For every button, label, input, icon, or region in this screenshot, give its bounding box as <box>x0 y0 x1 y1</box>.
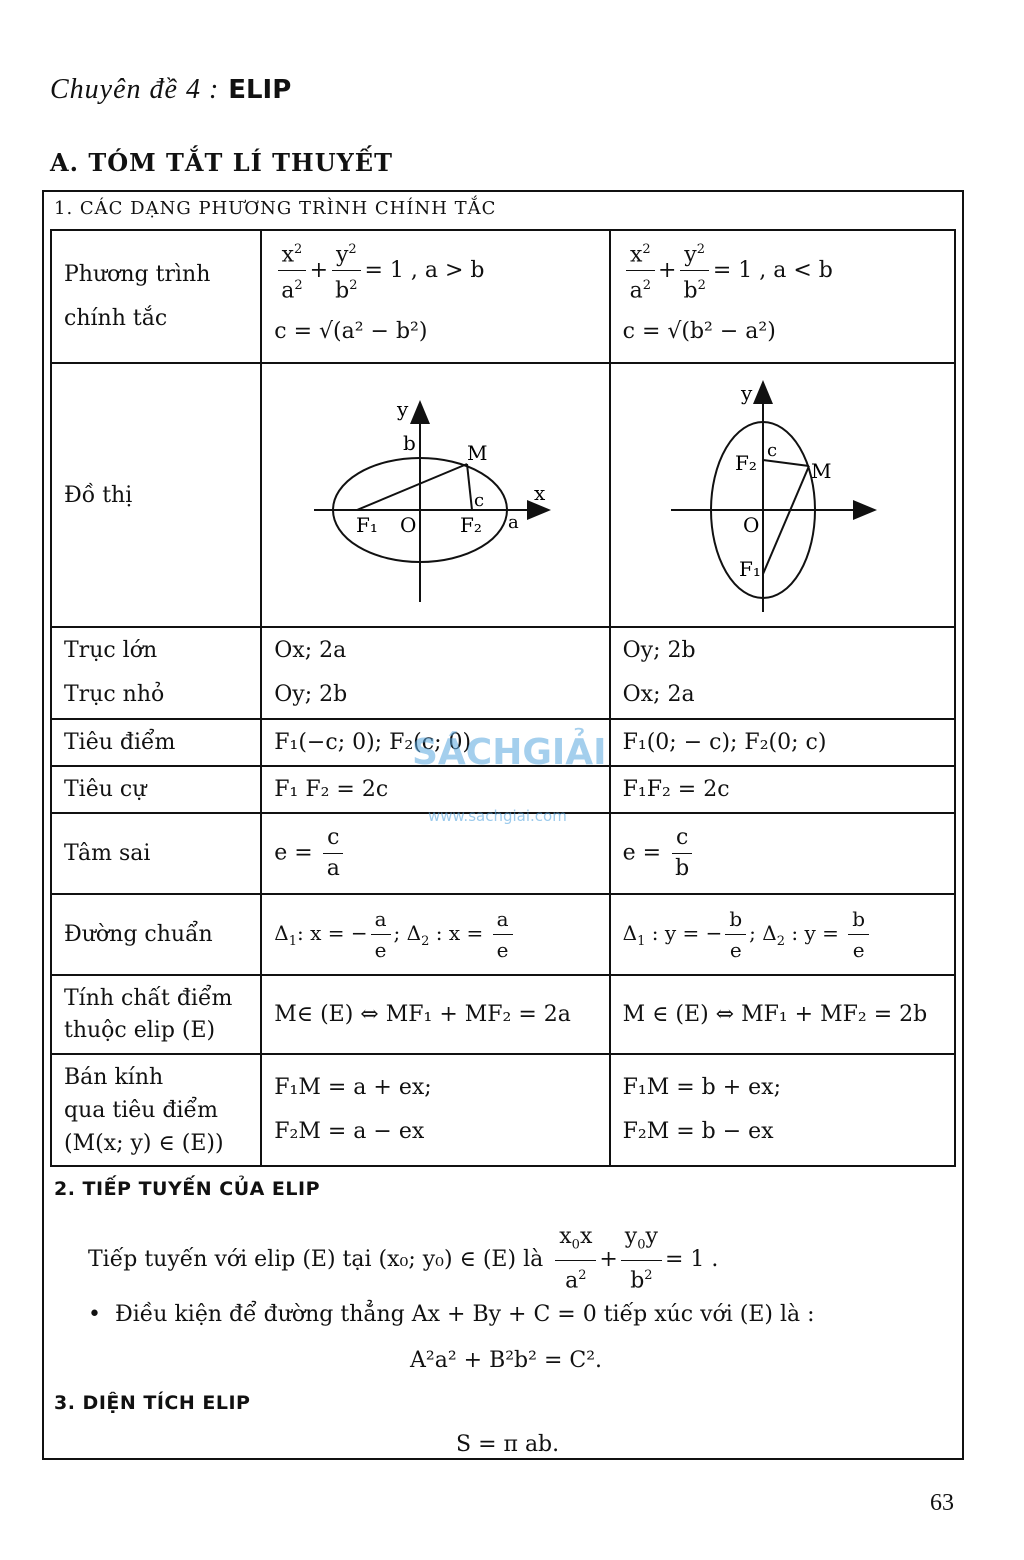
svg-text:M: M <box>810 459 832 483</box>
tangent-condition-formula: A²a² + B²b² = C². <box>410 1348 603 1373</box>
equation-left: $\frac{x^2}{a^2}$ + $\frac{y^2}{b^2}$ = 1 , a > b c = √(a² − b²) <box>261 230 609 363</box>
svg-text:M: M <box>467 441 488 465</box>
subsection-3-heading: 3. DIỆN TÍCH ELIP <box>54 1392 251 1414</box>
row-label: Đường chuẩn <box>51 894 261 975</box>
row-label: Tiêu điểm <box>51 719 261 766</box>
svg-text:O: O <box>400 513 417 537</box>
tangent-condition-bullet: • Điều kiện để đường thẳng Ax + By + C = 0 tiếp xúc với (E) là : <box>88 1302 815 1327</box>
tangent-line-formula: Tiếp tuyến với elip (E) tại (x₀; y₀) ∈ (E) là $\frac{x_0x}{a^2}$ + $\frac{y_0y}{b^2}$ = 1 . <box>88 1224 719 1294</box>
row-label: Phương trình chính tắc <box>51 230 261 363</box>
table-row: Tâm sai e = $\frac{c}{a}$ e = $\frac{c}{b}$ <box>51 813 955 894</box>
row-label: Đồ thị <box>51 363 261 627</box>
row-label: Tiêu cự <box>51 766 261 813</box>
graph-left <box>261 363 609 627</box>
watermark-logo: SÁCHGIẢI <box>412 732 607 773</box>
table-row: Trục lớn Trục nhỏ Ox; 2a Oy; 2b Oy; 2b Ox; 2a <box>51 627 955 719</box>
svg-text:F₂: F₂ <box>460 513 483 537</box>
table-row <box>51 230 955 363</box>
svg-text:c: c <box>474 490 485 511</box>
table-row: Tiêu điểm F₁(−c; 0); F₂(c; 0) F₁(0; − c); F₂(0; c) <box>51 719 955 766</box>
svg-text:x: x <box>534 481 546 505</box>
graph-right <box>610 363 955 627</box>
row-label: Trục lớn Trục nhỏ <box>51 627 261 719</box>
svg-text:O: O <box>742 513 760 537</box>
watermark-url: www.sachgiai.com <box>428 807 567 825</box>
svg-text:y: y <box>397 397 409 421</box>
svg-text:F₁: F₁ <box>738 557 761 581</box>
svg-text:a: a <box>508 512 519 533</box>
section-a-heading: A. TÓM TẮT LÍ THUYẾT <box>50 148 393 177</box>
table-row: Đường chuẩn $\Delta_1$: x = − $\frac{a}{e}$ ; $\Delta_2$ : x = $\frac{a}{e}$ $\Delta_1$ : y = − $\frac{b}{e}$ ; $\Delta_2$ : y = $\frac{b}{e}$ <box>51 894 955 975</box>
svg-text:y: y <box>740 381 752 405</box>
svg-text:F₁: F₁ <box>356 513 379 537</box>
ellipse-table <box>50 229 956 1167</box>
table-row: Tính chất điểm thuộc elip (E) M∈ (E) ⇔ MF₁ + MF₂ = 2a M ∈ (E) ⇔ MF₁ + MF₂ = 2b <box>51 975 955 1054</box>
horizontal-ellipse-diagram <box>262 364 585 620</box>
row-label: Bán kính qua tiêu điểm (M(x; y) ∈ (E)) <box>51 1054 261 1166</box>
subsection-1-heading: 1. CÁC DẠNG PHƯƠNG TRÌNH CHÍNH TẮC <box>54 198 497 219</box>
svg-text:c: c <box>766 440 777 461</box>
table-row <box>51 363 955 627</box>
area-formula: S = π ab. <box>456 1432 560 1457</box>
svg-text:b: b <box>403 431 417 455</box>
page-number: 63 <box>930 1490 954 1516</box>
table-row: Tiêu cự F₁ F₂ = 2c F₁F₂ = 2c <box>51 766 955 813</box>
row-label: Tính chất điểm thuộc elip (E) <box>51 975 261 1054</box>
svg-text:F₂: F₂ <box>734 451 757 475</box>
table-row: Bán kính qua tiêu điểm (M(x; y) ∈ (E)) F₁M = a + ex; F₂M = a − ex F₁M = b + ex; F₂M = b − ex <box>51 1054 955 1166</box>
row-label: Tâm sai <box>51 813 261 894</box>
equation-right: $\frac{x^2}{a^2}$ + $\frac{y^2}{b^2}$ = 1 , a < b c = √(b² − a²) <box>610 230 955 363</box>
vertical-ellipse-diagram <box>611 364 931 620</box>
subsection-2-heading: 2. TIẾP TUYẾN CỦA ELIP <box>54 1178 321 1200</box>
chapter-title: Chuyên đề 4 : ELIP <box>50 74 292 105</box>
